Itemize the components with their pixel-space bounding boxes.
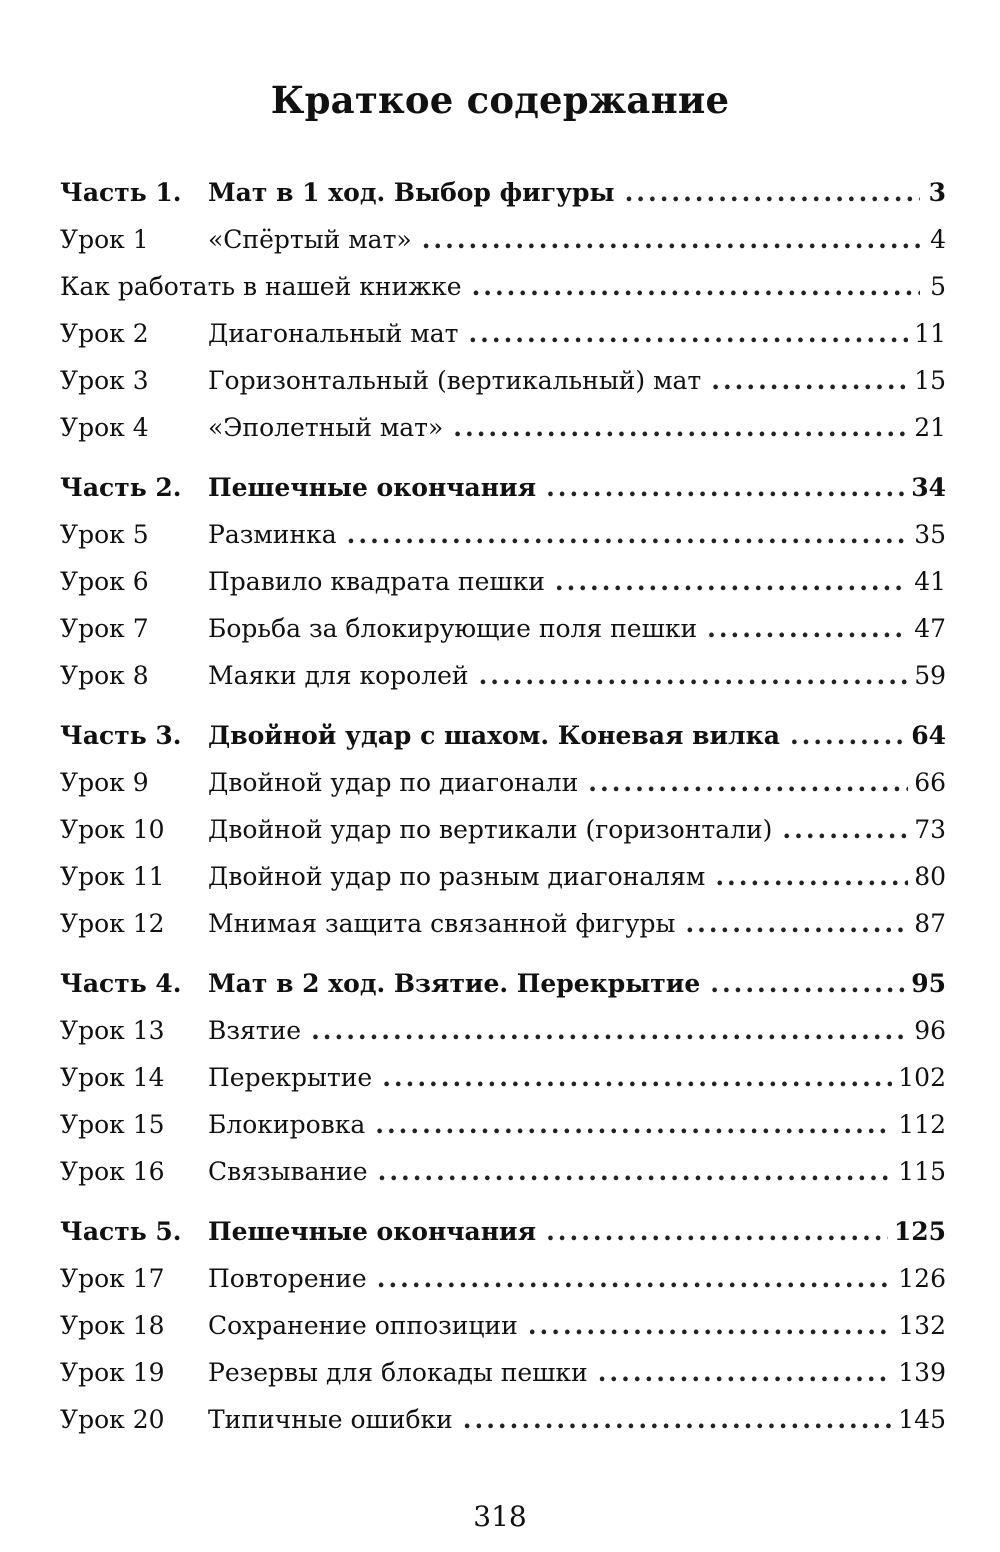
toc-entry-page: 95 [911,969,946,998]
toc-entry-label: Урок 20 [60,1405,165,1434]
toc-entry-label: Урок 9 [60,768,149,797]
toc-entry-title: Двойной удар по диагонали [208,768,579,797]
toc-entry-title: Двойной удар по вертикали (горизонтали) [208,815,773,844]
toc-entry-label: Урок 15 [60,1110,165,1139]
toc-lesson-row [60,815,946,862]
dot-leader [711,366,908,395]
dot-leader [382,1063,892,1092]
dot-leader [378,1157,893,1186]
toc-entry-page: 64 [911,721,946,750]
toc-entry-label: Часть 5. [60,1217,182,1246]
toc-entry-page: 115 [898,1157,946,1186]
toc-entry-page: 145 [898,1405,946,1434]
dot-leader [598,1358,893,1387]
toc-entry-title: Борьба за блокирующие поля пешки [208,614,698,643]
toc-part-row [60,721,946,768]
toc-lesson-row [60,225,946,272]
toc-entry-label: Урок 12 [60,909,165,938]
toc-entry-title: Двойной удар по разным диагоналям [208,862,706,891]
toc-entry-page: 80 [914,862,946,891]
toc-entry-label: Урок 10 [60,815,165,844]
table-of-contents [60,178,946,1452]
dot-leader [546,473,905,502]
toc-entry-label: Урок 4 [60,413,149,442]
toc-entry-page: 132 [898,1311,946,1340]
dot-leader [453,413,908,442]
toc-entry-page: 125 [893,1217,946,1246]
toc-entry-label: Часть 2. [60,473,182,502]
toc-lesson-row [60,1358,946,1405]
toc-lesson-row [60,1016,946,1063]
toc-entry-page: 139 [898,1358,946,1387]
dot-leader [588,768,908,797]
toc-entry-label: Урок 8 [60,661,149,690]
toc-entry-title: Пешечные окончания [208,473,537,502]
toc-lesson-row [60,319,946,366]
dot-leader [422,225,920,254]
toc-entry-page: 59 [914,661,946,690]
toc-entry-title: «Спёртый мат» [208,225,412,254]
toc-entry-page: 11 [914,319,946,348]
toc-entry-label: Урок 6 [60,567,149,596]
toc-entry-label: Часть 1. [60,178,182,207]
toc-entry-page: 102 [898,1063,946,1092]
toc-entry-label: Урок 3 [60,366,149,395]
toc-lesson-row [60,862,946,909]
toc-lesson-row [60,1157,946,1204]
page-number: 318 [473,1500,527,1533]
toc-lesson-row [60,366,946,413]
dot-leader [479,661,909,690]
toc-lesson-row [60,768,946,815]
toc-entry-title: Двойной удар с шахом. Коневая вилка [208,721,780,750]
toc-lesson-row [60,1063,946,1110]
toc-entry-title: Связывание [208,1157,368,1186]
toc-entry-page: 73 [914,815,946,844]
toc-entry-title: Типичные ошибки [208,1405,453,1434]
toc-entry-label: Часть 4. [60,969,182,998]
toc-entry-title: Горизонтальный (вертикальный) мат [208,366,702,395]
toc-part-row [60,473,946,520]
dot-leader [375,1110,892,1139]
toc-entry-title: Правило квадрата пешки [208,567,545,596]
toc-part-row [60,969,946,1016]
toc-part-row [60,178,946,225]
dot-leader [707,614,908,643]
toc-entry-label: Урок 2 [60,319,149,348]
dot-leader [472,272,920,301]
toc-entry-label: Урок 1 [60,225,149,254]
toc-lesson-row [60,272,946,319]
toc-entry-title: Пешечные окончания [208,1217,537,1246]
dot-leader [528,1311,892,1340]
toc-entry-page: 4 [930,225,946,254]
toc-entry-title: «Эполетный мат» [208,413,444,442]
toc-entry-title: Как работать в нашей книжке [60,272,462,301]
toc-lesson-row [60,1311,946,1358]
dot-leader [463,1405,892,1434]
toc-lesson-row [60,413,946,460]
toc-lesson-row [60,909,946,956]
toc-entry-page: 3 [928,178,946,207]
dot-leader [546,1217,888,1246]
toc-entry-title: Повторение [208,1264,367,1293]
toc-entry-page: 126 [898,1264,946,1293]
toc-entry-label: Урок 7 [60,614,149,643]
toc-entry-title: Диагональный мат [208,319,459,348]
toc-entry-page: 47 [914,614,946,643]
dot-leader [347,520,909,549]
page-title: Краткое содержание [270,78,730,122]
dot-leader [625,178,920,207]
dot-leader [468,319,908,348]
toc-entry-title: Взятие [208,1016,302,1045]
toc-entry-page: 96 [914,1016,946,1045]
toc-entry-page: 15 [914,366,946,395]
toc-entry-label: Урок 13 [60,1016,165,1045]
toc-entry-title: Перекрытие [208,1063,373,1092]
toc-entry-page: 41 [914,567,946,596]
toc-entry-label: Урок 19 [60,1358,165,1387]
toc-entry-title: Мат в 2 ход. Взятие. Перекрытие [208,969,701,998]
dot-leader [782,815,908,844]
toc-entry-label: Часть 3. [60,721,182,750]
toc-entry-label: Урок 5 [60,520,149,549]
toc-entry-label: Урок 14 [60,1063,165,1092]
toc-entry-label: Урок 16 [60,1157,165,1186]
toc-lesson-row [60,1264,946,1311]
toc-part-row [60,1217,946,1264]
dot-leader [710,969,905,998]
toc-entry-page: 34 [911,473,946,502]
toc-entry-page: 112 [898,1110,946,1139]
toc-entry-title: Маяки для королей [208,661,469,690]
toc-entry-title: Разминка [208,520,337,549]
toc-entry-page: 35 [914,520,946,549]
toc-lesson-row [60,1405,946,1452]
toc-lesson-row [60,661,946,708]
dot-leader [790,721,905,750]
toc-entry-label: Урок 17 [60,1264,165,1293]
toc-lesson-row [60,520,946,567]
toc-entry-page: 87 [914,909,946,938]
toc-entry-page: 66 [914,768,946,797]
toc-lesson-row [60,1110,946,1157]
toc-entry-title: Мнимая защита связанной фигуры [208,909,676,938]
toc-entry-label: Урок 18 [60,1311,165,1340]
toc-entry-title: Резервы для блокады пешки [208,1358,588,1387]
dot-leader [311,1016,908,1045]
toc-lesson-row [60,567,946,614]
dot-leader [685,909,908,938]
toc-entry-page: 5 [930,272,946,301]
toc-entry-label: Урок 11 [60,862,165,891]
dot-leader [715,862,908,891]
toc-entry-title: Блокировка [208,1110,366,1139]
toc-entry-page: 21 [914,413,946,442]
dot-leader [377,1264,893,1293]
toc-entry-title: Мат в 1 ход. Выбор фигуры [208,178,615,207]
toc-entry-title: Сохранение оппозиции [208,1311,518,1340]
toc-lesson-row [60,614,946,661]
dot-leader [555,567,908,596]
